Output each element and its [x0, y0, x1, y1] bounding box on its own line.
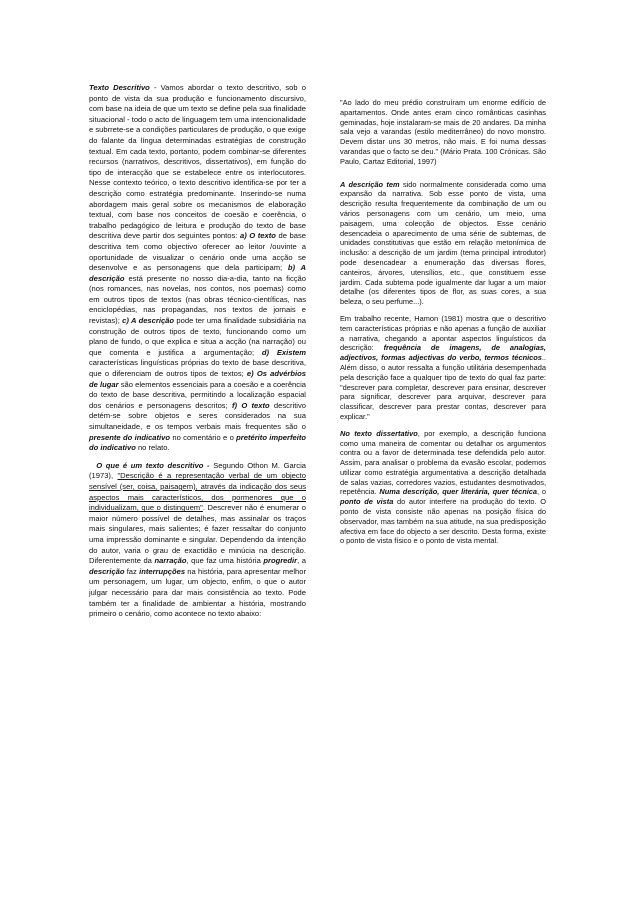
left-column	[89, 83, 306, 627]
quote-paragraph	[340, 98, 546, 167]
quote-text: "Ao lado do meu prédio construíram um enorme edifício de apartamentos. Onde antes eram cinco românticas casinhas geminadas, hoje instalaram-se mais de 20 andares. Da minha sala vejo a varandas (estilo mediterrâneo) do novo monstro. Devem distar uns 30 metros, não mais. E foi numa dessas varandas que o facto se deu."	[340, 98, 546, 156]
paragraph-hamon: Em trabalho recente, Hamon (1981) mostra que o descritivo tem características próprias e não apenas a função de auxiliar a narrativa, chegando a apontar aspectos linguísticos da descrição: frequência de imagens, de analogias, adjectivos, formas adjectivas do verbo, termos técnicos.. Além disso, o autor ressalta a função utilitária desempenhada pela descrição face a qualquer tipo de texto do qual faz parte: "descrever para completar, descrever para ensinar, descrever para significar, descrever para arquivar, descrever para classificar, descrever para prestar contas, descrever para explicar."	[340, 313, 546, 421]
section-title: A descrição tem	[340, 179, 400, 189]
section-title: Texto Descritivo	[89, 83, 150, 92]
paragraph-dissertative: No texto dissertativo, por exemplo, a descrição funciona como uma maneira de comentar ou detalhar os argumentos contra ou a favor de determinada tese defendida pelo autor. Assim, para analisar o problema da evasão escolar, podemos utilizar como estratégia argumentativa a descrição detalhada de salas vazias, corredores vazios, estudantes desmotivados, repetência. Numa descrição, quer literária, quer técnica, o ponto de vista do autor interfere na produção do texto. O ponto de vista consiste não apenas na posição física do observador, mas também na sua atitude, na sua predisposição afectiva em face do objecto a ser descrito. Desta forma, existe o ponto de vista físico e o ponto de vista mental.	[340, 428, 547, 546]
quote-source: (Mário Prata. 100 Crónicas. São Paulo, Cartaz Editorial, 1997)	[340, 146, 546, 166]
paragraph-what-is-descriptive: O que é um texto descritivo - Segundo Othon M. Garcia (1973), "Descrição é a representação verbal de um objecto sensível (ser, coisa, paisagem), através da indicação dos seus aspectos mais característicos, dos pormenores que o individualizam, que o distinguem". Descrever não é enumerar o maior número possível de detalhes, mas assinalar os traços mais singulares, mais salientes; é fazer ressaltar do conjunto uma impressão dominante e singular. Dependendo da intenção do autor, varia o grau de exactidão e minúcia na descrição. Diferentemente da narração, que faz uma história progredir, a descrição faz interrupções na história, para apresentar melhor um personagem, um lugar, um objecto, enfim, o que o autor julgar necessário para dar mais consistência ao texto. Pode também ter a finalidade de ambientar a história, mostrando primeiro o cenário, como acontece no texto abaixo:	[89, 460, 307, 619]
section-title: O que é um texto descritivo -	[96, 460, 210, 470]
definition-quote: "Descrição é a representação verbal de um objecto sensível (ser, coisa, paisagem), através da indicação dos seus aspectos mais característicos, dos pormenores que o individualizam, que o distinguem"	[89, 471, 307, 513]
right-column	[340, 98, 546, 553]
paragraph-description-expansion: A descrição tem sido normalmente considerada como uma expansão da narrativa. Sob esse ponto de vista, uma descrição resulta frequentemente da combinação de um ou vários personagens com um cenário, um meio, uma paisagem, uma colecção de objectos. Esse cenário desencadeia o aparecimento de uma série de subtemas, de unidades constitutivas que estão em relação metonímica de inclusão: a descrição de um jardim (tema principal introdutor) pode desencadear a enumeração das diversas flores, canteiros, árvores, utensílios, etc., que constituem esse jardim. Cada subtema pode igualmente dar lugar a um maior detalhe (os diferentes tipos de flor, as suas cores, a sua beleza, o seu perfume...).	[340, 179, 547, 307]
section-title: No texto dissertativo	[340, 428, 418, 438]
paragraph-descriptive-text: Texto Descritivo - Vamos abordar o texto descritivo, sob o ponto de vista da sua produção e funcionamento discursivo, com base na ideia de que um texto se define pela sua finalidade situacional - todo o acto de linguagem tem uma intencionalidade e subrrete-se a condições particulares de produção, o que exige do falante da língua determinadas estratégias de construção textual. Em cada texto, portanto, podem combinar-se diferentes recursos (narrativos, descritivos, dissertativos), em função do tipo de interacção que se estabelece entre os interlocutores. Nesse contexto teórico, o texto descritivo identifica-se por ter a descrição como estratégia predominante. Inserindo-se numa abordagem mais geral sobre os mecanismos de elaboração textual, com base nos conceitos de coesão e coerência, o trabalho pedagógico de leitura e produção do texto de base descritiva deve partir dos seguintes pontos: a) O texto de base descritiva tem como objectivo oferecer ao leitor /ouvinte a oportunidade de visualizar o cenário onde uma acção se desenvolve e as personagens que dela participam; b) A descrição está presente no nosso dia-a-dia, tanto na ficção (nos romances, nas novelas, nos contos, nos poemas) como em outros tipos de textos (nas obras técnico-científicas, nas enciclopédias, nas propagandas, nos textos de jornais e revistas); c) A descrição pode ter uma finalidade subsidiária na construção de outros tipos de texto, funcionando como um plano de fundo, o que explica e situa a acção (na narração) ou que comenta e justifica a argumentação; d) Existem características linguísticas próprias do texto de base descritiva, que o diferenciam de outros tipos de textos; e) Os advérbios de lugar são elementos essenciais para a coesão e a coerência do texto de base descritiva, permitindo a localização espacial dos cenários e personagens descritos; f) O texto descritivo detém-se sobre objetos e seres considerados na sua simultaneidade, e os tempos verbais mais frequentes são o presente do indicativo no comentário e o pretérito imperfeito do indicativo no relato.	[89, 83, 307, 453]
